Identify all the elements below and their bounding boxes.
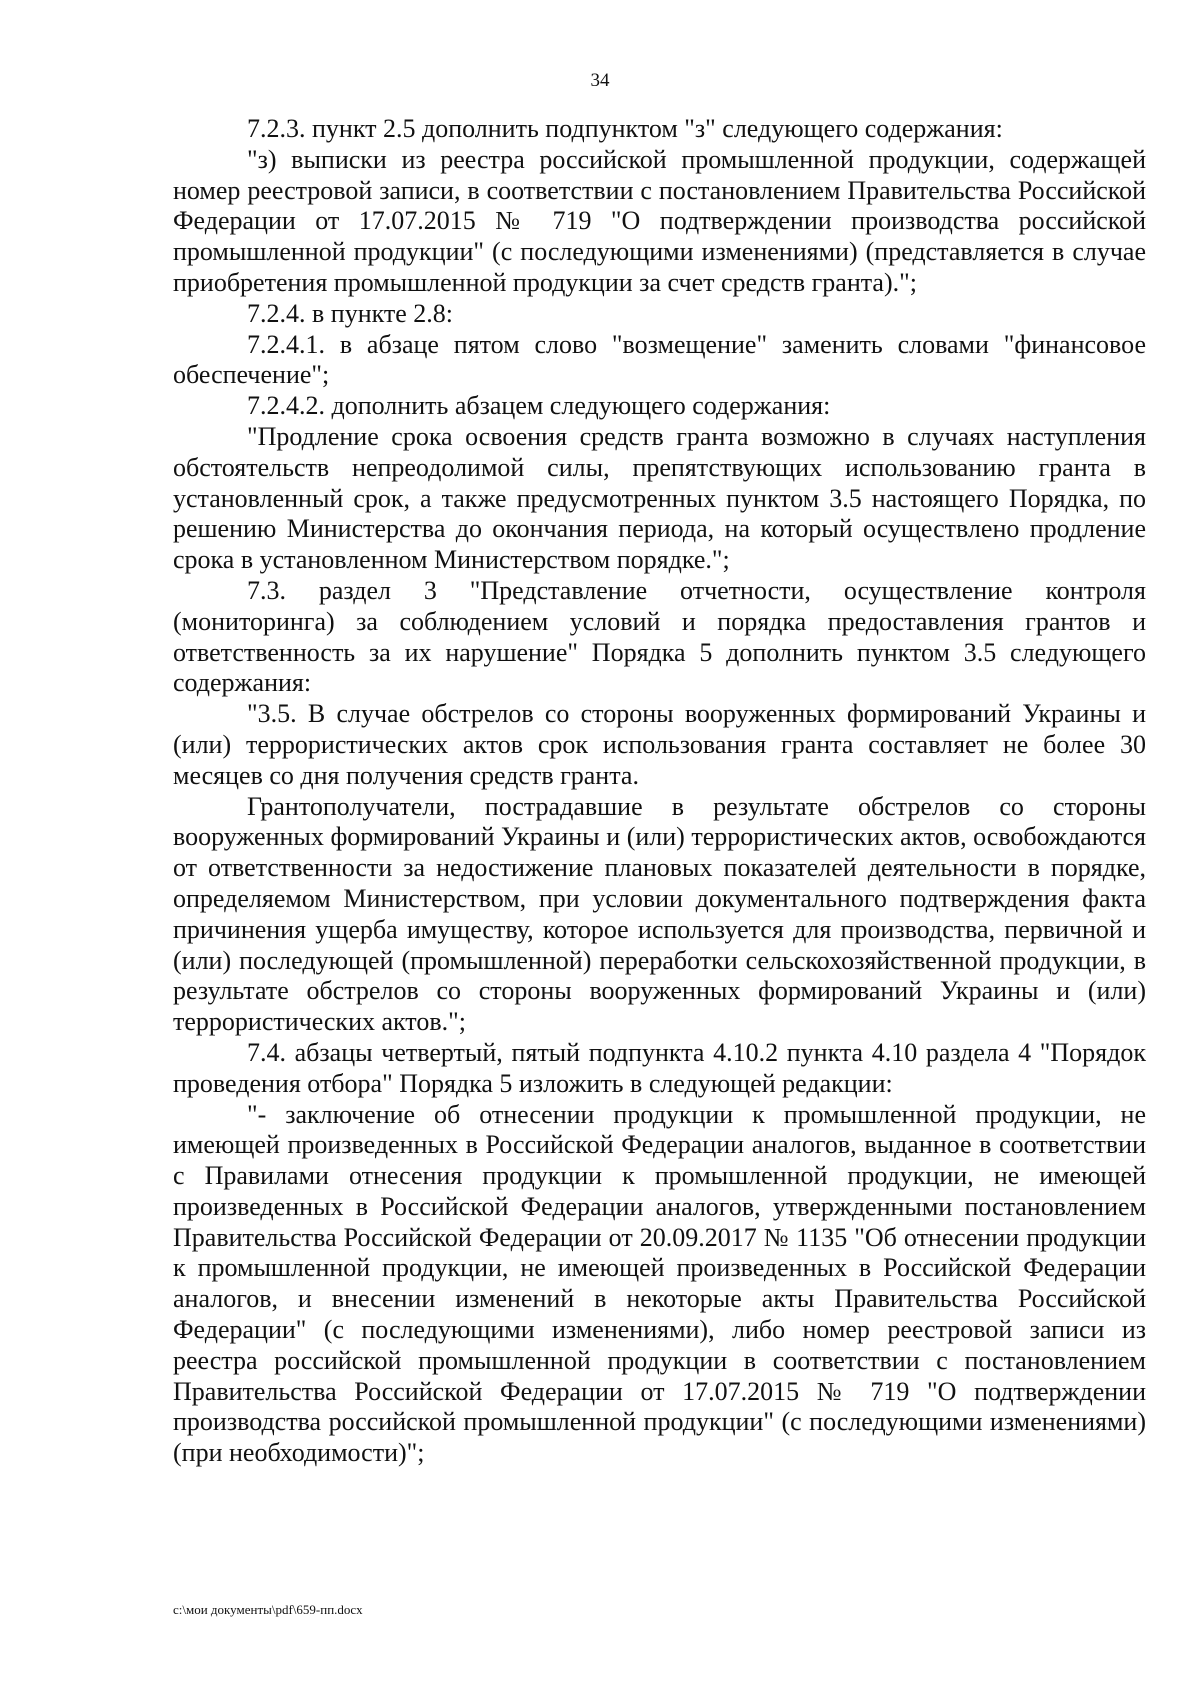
paragraph-grant-recipients: Грантополучатели, пострадавшие в результате обстрелов со стороны вооруженных формирований Украины и (или) террористических актов, освобождаются от ответственности за недостижение плановых показателей деятельности в порядке, определяемом Министерством, при условии документального подтверждения факта причинения ущерба имуществу, которое используется для производства, первичной и (или) последующей (промышленной) переработки сельскохозяйственной продукции, в результате обстрелов со стороны вооруженных формирований Украины и (или) террористических актов."; xyxy=(173,791,1146,1037)
paragraph-conclusion-clause: "- заключение об отнесении продукции к промышленной продукции, не имеющей произведенных в Российской Федерации аналогов, выданное в соответствии с Правилами отнесения продукции к промышленной продукции, не имеющей произведенных в Российской Федерации аналогов, утвержденными постановлением Правительства Российской Федерации от 20.09.2017 № 1135 "Об отнесении продукции к промышленной продукции, не имеющей произведенных в Российской Федерации аналогов, и внесении изменений в некоторые акты Правительства Российской Федерации" (с последующими изменениями), либо номер реестровой записи из реестра российской промышленной продукции в соответствии с постановлением Правительства Российской Федерации от 17.07.2015 № 719 "О подтверждении производства российской промышленной продукции" (с последующими изменениями) (при необходимости)"; xyxy=(173,1099,1146,1468)
document-body xyxy=(173,114,1146,1469)
footer-file-path: c:\мои документы\pdf\659-пп.docx xyxy=(173,1602,363,1617)
paragraph-7-2-4-2: 7.2.4.2. дополнить абзацем следующего содержания: xyxy=(247,391,831,421)
paragraph-7-4: 7.4. абзацы четвертый, пятый подпункта 4.10.2 пункта 4.10 раздела 4 "Порядок проведения отбора" Порядка 5 изложить в следующей редакции: xyxy=(173,1037,1146,1098)
paragraph-subpoint-z: "з) выписки из реестра российской промышленной продукции, содержащей номер реестровой записи, в соответствии с постановлением Правительства Российской Федерации от 17.07.2015 № 719 "О подтверждении производства российской промышленной продукции" (с последующими изменениями) (представляется в случае приобретения промышленной продукции за счет средств гранта)."; xyxy=(173,144,1146,297)
paragraph-7-2-4: 7.2.4. в пункте 2.8: xyxy=(247,298,454,328)
paragraph-7-3: 7.3. раздел 3 "Представление отчетности, осуществление контроля (мониторинга) за соблюдением условий и порядка предоставления грантов и ответственность за их нарушение" Порядка 5 дополнить пунктом 3.5 следующего содержания: xyxy=(173,575,1146,698)
paragraph-7-2-3: 7.2.3. пункт 2.5 дополнить подпунктом "з" следующего содержания: xyxy=(247,114,1003,143)
paragraph-3-5: "3.5. В случае обстрелов со стороны вооруженных формирований Украины и (или) террористических актов срок использования гранта составляет не более 30 месяцев со дня получения средств гранта. xyxy=(173,699,1146,790)
page-number: 34 xyxy=(590,70,610,91)
paragraph-grant-extension: "Продление срока освоения средств гранта возможно в случаях наступления обстоятельств непреодолимой силы, препятствующих использованию гранта в установленный срок, а также предусмотренных пунктом 3.5 настоящего Порядка, по решению Министерства до окончания периода, на который осуществлено продление срока в установленном Министерством порядке."; xyxy=(173,421,1146,575)
paragraph-7-2-4-1: 7.2.4.1. в абзаце пятом слово "возмещение" заменить словами "финансовое обеспечение"; xyxy=(173,329,1146,390)
